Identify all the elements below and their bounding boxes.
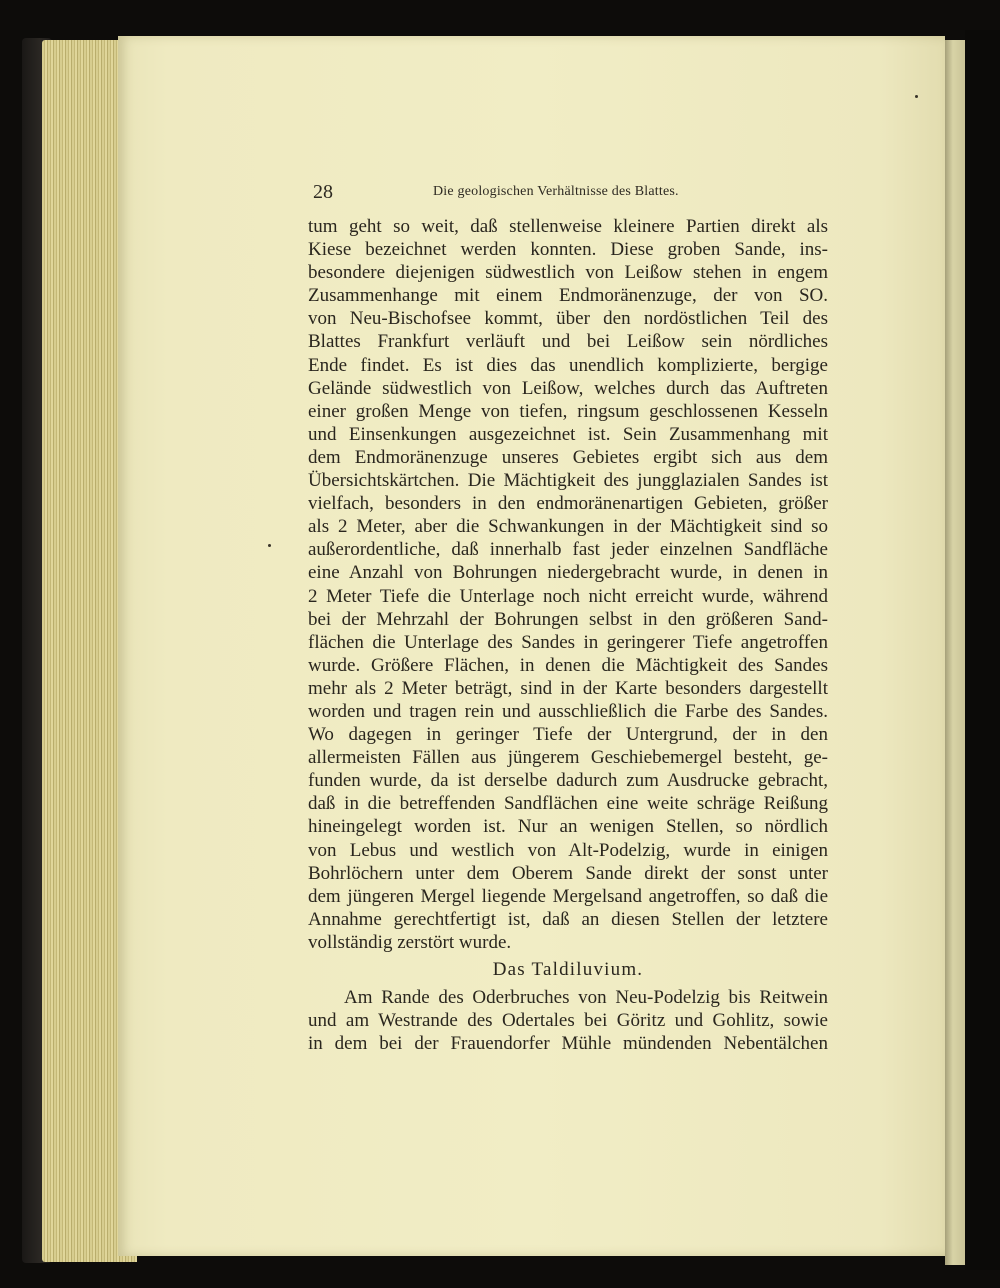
text-line: tum geht so weit, daß stellenweise kleinere Partien direkt als bbox=[308, 216, 828, 237]
text-line: dem Endmoränenzuge unseres Gebietes ergibt sich aus dem bbox=[308, 446, 828, 468]
text-line: vollständig zerstört wurde. bbox=[308, 931, 512, 953]
text-line: mehr als 2 Meter beträgt, sind in der Karte besonders dargestellt bbox=[308, 677, 828, 699]
text-line: vielfach, besonders in den endmoränenartigen Gebieten, größer bbox=[308, 493, 828, 515]
facing-page-edge bbox=[945, 40, 965, 1265]
body-text bbox=[308, 215, 828, 954]
text-line: bei der Mehrzahl der Bohrungen selbst in den größeren Sand- bbox=[308, 608, 828, 630]
text-line: dem jüngeren Mergel liegende Mergelsand angetroffen, so daß die bbox=[308, 885, 828, 907]
text-line: außerordentliche, daß innerhalb fast jeder einzelnen Sandfläche bbox=[308, 539, 828, 561]
page-header bbox=[313, 180, 823, 204]
text-line: allermeisten Fällen aus jüngerem Geschiebemergel besteht, ge- bbox=[308, 747, 828, 769]
text-line: von Lebus und westlich von Alt-Podelzig, wurde in einigen bbox=[308, 839, 828, 861]
text-line: von Neu-Bischofsee kommt, über den nordöstlichen Teil des bbox=[308, 308, 828, 330]
text-line: Annahme gerechtfertigt ist, daß an diesen Stellen der letztere bbox=[308, 908, 828, 930]
paper-speck bbox=[268, 544, 271, 547]
text-line: Zusammenhange mit einem Endmoränenzuge, der von SO. bbox=[308, 285, 828, 307]
text-line: daß in die betreffenden Sandflächen eine weite schräge Reißung bbox=[308, 793, 828, 815]
text-line: besondere diejenigen südwestlich von Leißow stehen in engem bbox=[308, 262, 828, 284]
page-number: 28 bbox=[313, 181, 333, 203]
section-text bbox=[308, 986, 828, 1055]
paper-speck bbox=[915, 95, 918, 98]
text-line: flächen die Unterlage des Sandes in geringerer Tiefe angetroffen bbox=[308, 631, 828, 653]
text-line: Kiese bezeichnet werden konnten. Diese groben Sande, ins- bbox=[308, 239, 828, 261]
text-line: wurde. Größere Flächen, in denen die Mächtigkeit des Sandes bbox=[308, 654, 828, 676]
text-line: Wo dagegen in geringer Tiefe der Untergrund, der in den bbox=[308, 724, 828, 746]
text-line: eine Anzahl von Bohrungen niedergebracht wurde, in denen in bbox=[308, 562, 828, 584]
text-line: 2 Meter Tiefe die Unterlage noch nicht erreicht wurde, während bbox=[308, 585, 828, 607]
text-line: in dem bei der Frauendorfer Mühle mündenden Nebentälchen bbox=[308, 1033, 828, 1055]
text-line: einer großen Menge von tiefen, ringsum geschlossenen Kesseln bbox=[308, 400, 828, 422]
running-title: Die geologischen Verhältnisse des Blattes. bbox=[433, 184, 679, 199]
text-line: Am Rande des Oderbruches von Neu-Podelzig bis Reitwein bbox=[344, 987, 828, 1008]
text-line: Übersichtskärtchen. Die Mächtigkeit des jungglazialen Sandes ist bbox=[308, 470, 828, 492]
text-line: Ende findet. Es ist dies das unendlich komplizierte, bergige bbox=[308, 354, 828, 376]
section-heading: Das Taldiluvium. bbox=[492, 959, 644, 980]
text-line: als 2 Meter, aber die Schwankungen in der Mächtigkeit sind so bbox=[308, 516, 828, 538]
text-line: Bohrlöchern unter dem Oberem Sande direkt der sonst unter bbox=[308, 862, 828, 884]
text-line: und Einsenkungen ausgezeichnet ist. Sein Zusammenhang mit bbox=[308, 423, 828, 445]
text-line: hineingelegt worden ist. Nur an wenigen Stellen, so nördlich bbox=[308, 816, 828, 838]
text-line: worden und tragen rein und ausschließlich die Farbe des Sandes. bbox=[308, 700, 828, 722]
text-line: Gelände südwestlich von Leißow, welches durch das Auftreten bbox=[308, 377, 828, 399]
background-right bbox=[965, 30, 1000, 1270]
text-line: funden wurde, da ist derselbe dadurch zum Ausdrucke gebracht, bbox=[308, 770, 828, 792]
text-line: und am Westrande des Odertales bei Göritz und Gohlitz, sowie bbox=[308, 1010, 828, 1032]
text-line: Blattes Frankfurt verläuft und bei Leißow sein nördliches bbox=[308, 331, 828, 353]
